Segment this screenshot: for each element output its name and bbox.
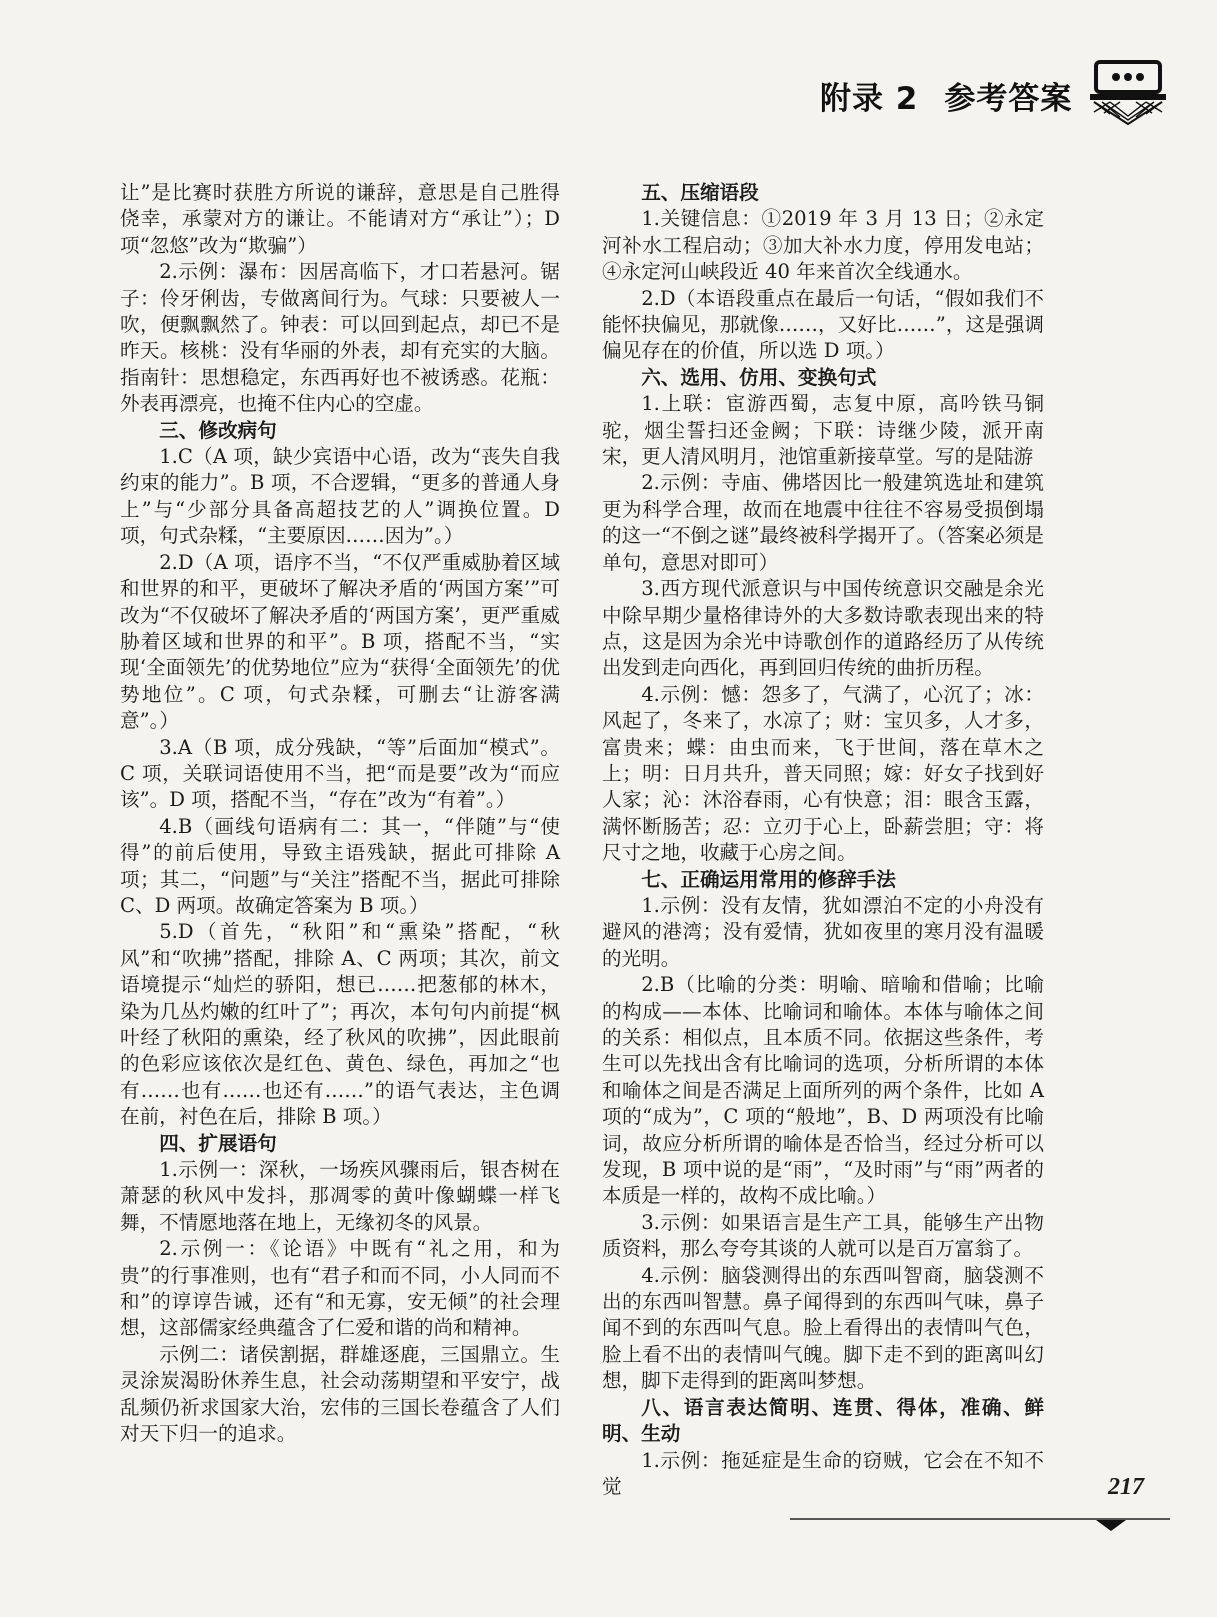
answer-paragraph: 3.A（B 项，成分残缺，“等”后面加“模式”。C 项，关联词语使用不当，把“而是要”改为“而应该”。D 项，搭配不当，“存在”改为“有着”。） [120,735,560,812]
answer-paragraph: 2.示例：寺庙、佛塔因比一般建筑选址和建筑更为科学合理，故而在地震中往往不容易受损倒塌的这一“不倒之谜”最终被科学揭开了。（答案必须是单句，意思对即可） [602,471,1044,574]
answer-paragraph: 2.示例：瀑布：因居高临下，才口若悬河。锯子：伶牙俐齿，专做离间行为。气球：只要被人一吹，便飘飘然了。钟表：可以回到起点，却已不是昨天。核桃：没有华丽的外表，却有充实的大脑。指南针：思想稳定，东西再好也不被诱惑。花瓶：外表再漂亮，也掩不住内心的空虚。 [120,260,560,416]
answer-box-icon [1090,60,1166,126]
answer-paragraph: 2.D（本语段重点在最后一句话，“假如我们不能怀抉偏见，那就像……，又好比……”，这是强调偏见存在的价值，所以选 D 项。） [602,286,1044,363]
section-title: 参考答案 [944,80,1073,117]
section-heading: 六、选用、仿用、变换句式 [641,365,877,389]
section-heading: 七、正确运用常用的修辞手法 [641,867,896,891]
answer-paragraph: 1.C（A 项，缺少宾语中心语，改为“丧失自我约束的能力”。B 项，不合逻辑，“更多的普通人身上”与“少部分具备高超技艺的人”调换位置。D 项，句式杂糅，“主要原因……因为”。） [120,445,560,548]
answer-paragraph: 2.B（比喻的分类：明喻、暗喻和借喻；比喻的构成——本体、比喻词和喻体。本体与喻体之间的关系：相似点，且本质不同。依据这些条件，考生可以先找出含有比喻词的选项，分析所谓的本体和喻体之间是否满足上面所列的两个条件，比如 A 项的“成为”，C 项的“般地”，B、D 两项没有比喻词，故应分析所谓的喻体是否恰当，经过分析可以发现，B 项中说的是“雨”，“及时雨”与“雨”两者的本质是一样的，故构不成比喻。） [602,973,1044,1208]
answer-paragraph: 3.西方现代派意识与中国传统意识交融是余光中除早期少量格律诗外的大多数诗歌表现出来的特点，这是因为余光中诗歌创作的道路经历了从传统出发到走向西化，再到回归传统的曲折历程。 [602,577,1044,680]
page-number: 217 [1108,1474,1144,1500]
answer-paragraph: 2.D（A 项，语序不当，“不仅严重威胁着区域和世界的和平，更破坏了解决矛盾的‘两国方案’”可改为“不仅破坏了解决矛盾的‘两国方案’，更严重威胁着区域和世界的和平”。B 项，搭配不当，“实现‘全面领先’的优势地位”应为“获得‘全面领先’的优势地位”。C 项，句式杂糅，可删去“让游客满意”。） [120,550,560,733]
section-heading: 四、扩展语句 [159,1131,277,1155]
answer-paragraph: 3.示例：如果语言是生产工具，能够生产出物质资料，那么夸夸其谈的人就可以是百万富翁了。 [602,1210,1044,1261]
answer-paragraph: 1.示例一：深秋，一场疾风骤雨后，银杏树在萧瑟的秋风中发抖，那凋零的黄叶像蝴蝶一样飞舞，不情愿地落在地上，无缘初冬的风景。 [120,1158,560,1234]
header-title [820,70,1072,120]
answer-paragraph: 1.示例：拖延症是生命的窃贼，它会在不知不觉 [602,1448,1044,1498]
answer-paragraph: 1.示例：没有友情，犹如漂泊不定的小舟没有避风的港湾；没有爱情，犹如夜里的寒月没有温暖的光明。 [602,893,1044,970]
answer-paragraph: 4.示例：脑袋测得出的东西叫智商，脑袋测不出的东西叫智慧。鼻子闻得到的东西叫气味，鼻子闻不到的东西叫气息。脸上看得出的表情叫气色，脸上看不出的表情叫气魄。脚下走不到的距离叫幻想，脚下走得到的距离叫梦想。 [602,1263,1044,1393]
answer-paragraph: 4.示例：憾：怨多了，气满了，心沉了；冰：风起了，冬来了，水凉了；财：宝贝多，人才多，富贵来；蝶：由虫而来，飞于世间，落在草木之上；明：日月共升，普天同照；嫁：好女子找到好人家；沁：沐浴春雨，心有快意；泪：眼含玉露，满怀断肠苦；忍：立刃于心上，卧薪尝胆；守：将尺寸之地，收藏于心房之间。 [602,682,1044,865]
footer-arrow-icon [790,1512,1170,1532]
answer-paragraph: 2.示例一：《论语》中既有“礼之用，和为贵”的行事准则，也有“君子和而不同，小人同而不和”的谆谆告诫，还有“和无寡，安无倾”的社会理想，这部儒家经典蕴含了仁爱和谐的尚和精神。 [120,1237,560,1340]
answer-paragraph: 1.上联：宦游西蜀，志复中原，高吟铁马铜驼，烟尘誓扫还金阙；下联：诗继少陵，派开南宋，更人清风明月，池馆重新接草堂。写的是陆游 [602,392,1044,469]
section-heading: 八、语言表达简明、连贯、得体，准确、鲜明、生动 [602,1395,1044,1446]
answer-paragraph: 5.D（首先，“秋阳”和“熏染”搭配，“秋风”和“吹拂”搭配，排除 A、C 两项；其次，前文语境提示“灿烂的骄阳，想已……把葱郁的林木，染为几丛灼嫩的红叶了”；再次，本句句内前提“枫叶经了秋阳的熏染，经了秋风的吹拂”，因此眼前的色彩应该依次是红色、黄色、绿色，再加之“也有……也有……也还有……”的语气表达，主色调在前，衬色在后，排除 B 项。） [120,920,560,1129]
left-column [120,180,560,1448]
answer-paragraph: 1.关键信息：①2019 年 3 月 13 日；②永定河补水工程启动；③加大补水力度，停用发电站；④永定河山峡段近 40 年来首次全线通水。 [602,207,1044,284]
section-heading: 三、修改病句 [159,418,277,442]
answer-paragraph: 示例二：诸侯割据，群雄逐鹿，三国鼎立。生灵涂炭渴盼休养生息，社会动荡期望和平安宁，战乱频仍祈求国家大治，宏伟的三国长卷蕴含了人们对天下归一的追求。 [120,1342,560,1446]
section-heading: 五、压缩语段 [641,181,759,204]
page-header [0,0,1217,150]
answer-paragraph: 让”是比赛时获胜方所说的谦辞，意思是自己胜得侥幸，承蒙对方的谦让。不能请对方“承让”）；D 项“忽悠”改为“欺骗”） [120,181,560,257]
answer-paragraph: 4.B（画线句语病有二：其一，“伴随”与“使得”的前后使用，导致主语残缺，据此可排除 A 项；其二，“问题”与“关注”搭配不当，据此可排除 C、D 两项。故确定答案为 B 项。） [120,814,560,917]
right-column [602,180,1044,1500]
appendix-label: 附录 2 [820,80,919,117]
